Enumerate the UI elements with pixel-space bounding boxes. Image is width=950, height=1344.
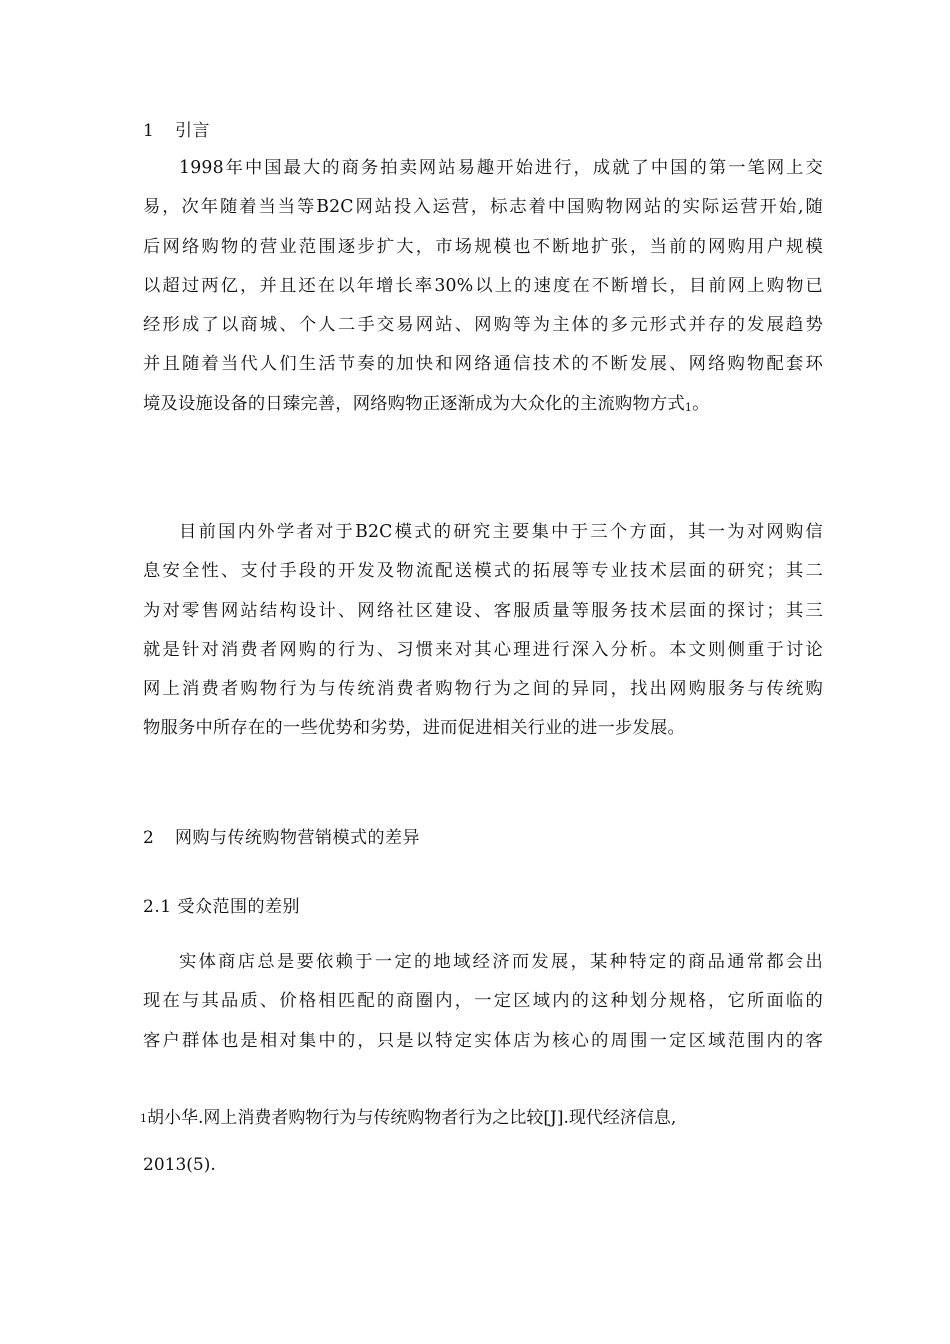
section-number: 2.1 [143,897,172,917]
footnote-reference: 1 [684,400,693,414]
paragraph-line: 1998年中国最大的商务拍卖网站易趣开始进行，成就了中国的第一笔网上交 [179,158,823,178]
paragraph-line-last [143,385,823,424]
paragraph-intro-1 [143,149,823,424]
paragraph-line: 客户群体也是相对集中的，只是以特定实体店为核心的周围一定区域范围内的客 [143,1030,823,1051]
paragraph-line: 经形成了以商城、个人二手交易网站、网购等为主体的多元形式并存的发展趋势 [143,315,823,336]
paragraph-line-text: 境及设施设备的日臻完善，网络购物正逐渐成为大众化的主流购物方式 [143,393,685,414]
section-number: 1 [143,121,155,141]
section-number: 2 [143,828,155,848]
paragraph-line: 并且随着当代人们生活节奏的加快和网络通信技术的不断发展、网络购物配套环 [143,354,823,375]
paragraph-line: 为对零售网站结构设计、网络社区建设、客服质量等服务技术层面的探讨；其三 [143,600,823,621]
section-1-heading [143,119,210,143]
footnote-text: 胡小华.网上消费者购物行为与传统购物者行为之比较[J].现代经济信息, [147,1108,677,1128]
section-title: 受众范围的差别 [177,897,300,917]
footnote-continuation [143,1153,216,1177]
section-title: 引言 [175,121,210,141]
paragraph-line: 现在与其品质、价格相匹配的商圈内，一定区域内的这种划分规格，它所面临的 [143,991,823,1012]
footnote-text: 2013(5). [143,1155,216,1175]
paragraph-line: 就是针对消费者网购的行为、习惯来对其心理进行深入分析。本文则侧重于讨论 [143,639,823,660]
paragraph-line: 目前国内外学者对于B2C模式的研究主要集中于三个方面，其一为对网购信 [179,522,823,542]
paragraph-line: 以超过两亿，并且还在以年增长率30%以上的速度在不断增长，目前网上购物已 [143,275,823,296]
paragraph-audience-range [143,943,823,1061]
section-title: 网购与传统购物营销模式的差异 [175,828,420,848]
paragraph-intro-2 [143,513,823,749]
footnote-mark: 1 [140,1112,147,1125]
paragraph-line: 实体商店总是要依赖于一定的地域经济而发展，某种特定的商品通常都会出 [179,952,823,972]
paragraph-line-end: 。 [692,393,710,414]
paragraph-line: 息安全性、支付手段的开发及物流配送模式的拓展等专业技术层面的研究；其二 [143,561,823,582]
section-2-1-heading [143,895,300,919]
section-2-heading [143,826,420,850]
footnote [140,1106,676,1131]
paragraph-line: 易，次年随着当当等B2C网站投入运营，标志着中国购物网站的实际运营开始,随 [143,197,823,218]
paragraph-line: 物服务中所存在的一些优势和劣势，进而促进相关行业的进一步发展。 [143,718,685,739]
paragraph-line: 网上消费者购物行为与传统消费者购物行为之间的异同，找出网购服务与传统购 [143,679,823,700]
paragraph-line: 后网络购物的营业范围逐步扩大，市场规模也不断地扩张，当前的网购用户规模 [143,236,823,257]
